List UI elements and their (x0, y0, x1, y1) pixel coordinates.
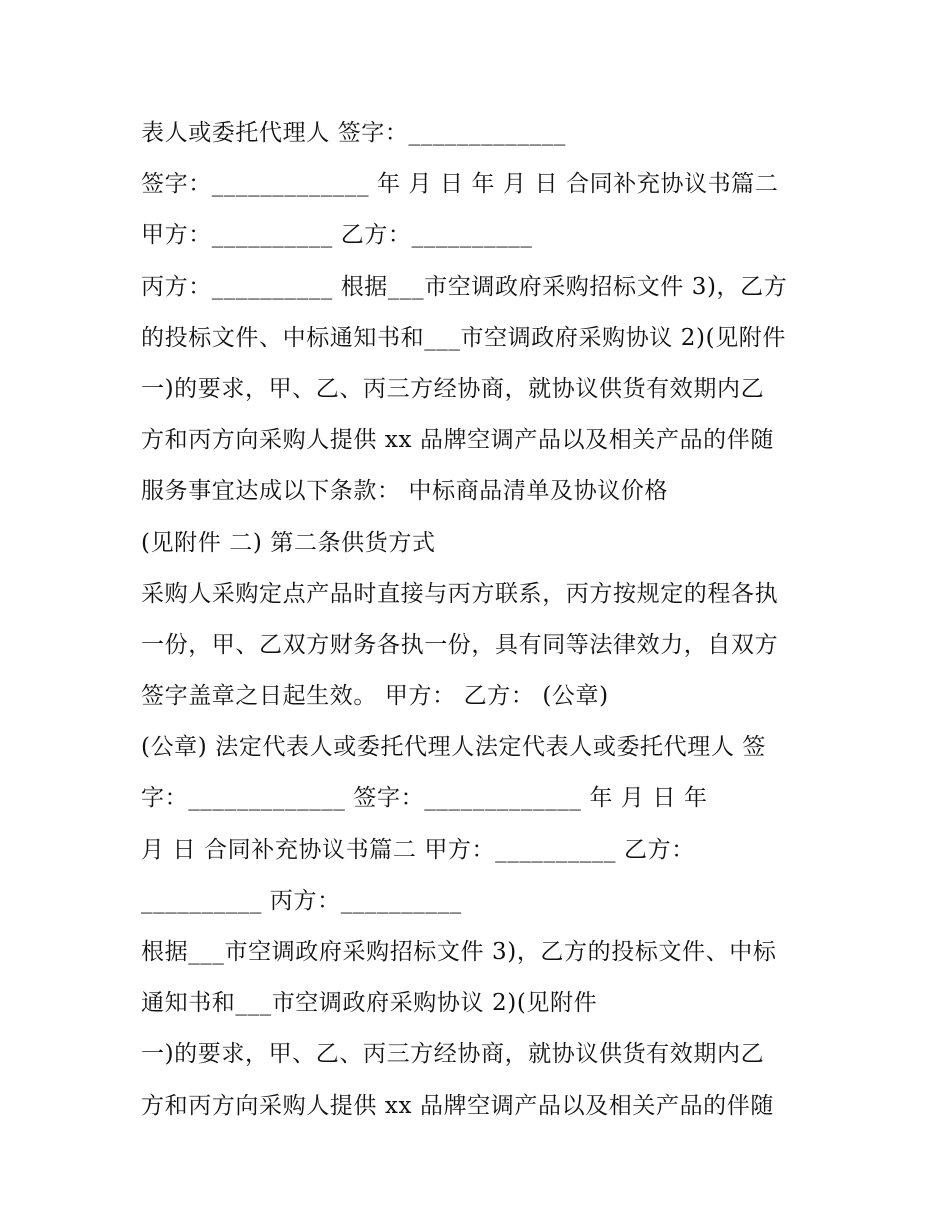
text-line: 甲方：__________ 乙方：__________ (141, 222, 533, 249)
text-line: 一)的要求，甲、乙、丙三方经协商，就协议供货有效期内乙 (141, 375, 765, 402)
document-body (141, 108, 841, 1132)
text-line: 的投标文件、中标通知书和___市空调政府采购协议 2)(见附件 (141, 324, 786, 351)
text-line: 字：_____________ 签字：_____________ 年 月 日 年 (141, 785, 708, 812)
text-line: 根据___市空调政府采购招标文件 3)，乙方的投标文件、中标 (141, 939, 777, 965)
text-line: 签字盖章之日起生效。 甲方： 乙方： (公章) (141, 683, 609, 710)
text-line: 方和丙方向采购人提供 xx 品牌空调产品以及相关产品的伴随 (141, 1092, 774, 1119)
text-line: (公章) 法定代表人或委托代理人法定代表人或委托代理人 签 (141, 734, 766, 761)
text-line: 一份，甲、乙双方财务各执一份，具有同等法律效力，自双方 (141, 631, 779, 658)
text-line: 月 日 合同补充协议书篇二 甲方：__________ 乙方： (141, 836, 695, 863)
text-line: 一)的要求，甲、乙、丙三方经协商，就协议供货有效期内乙 (141, 1041, 765, 1068)
text-line: 签字：_____________ 年 月 日 年 月 日 合同补充协议书篇二 (141, 171, 779, 198)
text-line: 方和丙方向采购人提供 xx 品牌空调产品以及相关产品的伴随 (141, 427, 774, 454)
text-line: 采购人采购定点产品时直接与丙方联系，丙方按规定的程各执 (141, 580, 779, 607)
text-line: 服务事宜达成以下条款： 中标商品清单及协议价格 (141, 478, 669, 505)
text-line: 表人或委托代理人 签字：_____________ (141, 120, 566, 146)
text-line: __________ 丙方：__________ (141, 887, 462, 914)
text-line: (见附件 二) 第二条供货方式 (141, 529, 436, 556)
text-line: 丙方：__________ 根据___市空调政府采购招标文件 3)，乙方 (141, 273, 788, 300)
text-line: 通知书和___市空调政府采购协议 2)(见附件 (141, 990, 598, 1017)
